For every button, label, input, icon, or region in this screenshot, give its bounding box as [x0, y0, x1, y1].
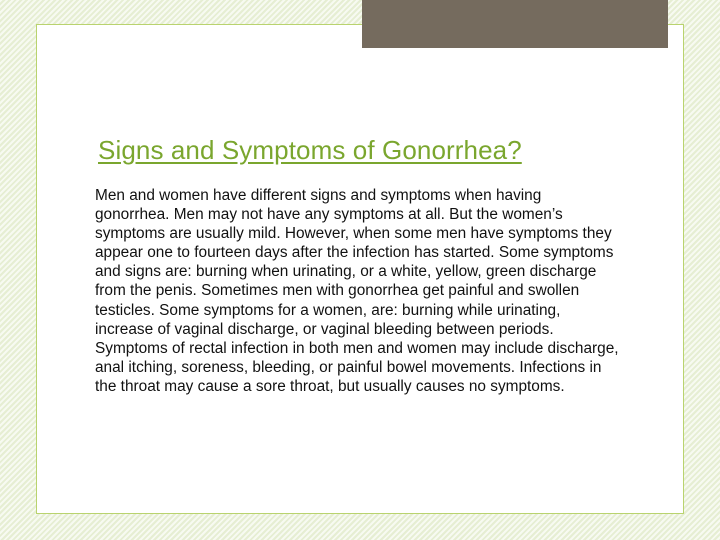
slide-body-text: Men and women have different signs and symptoms when having gonorrhea. Men may not have any symptoms at all. But the women’s symptoms are usually mild. However, when some men have symptoms they appear one to fourteen days after the infection has started. Some symptoms and signs are: burning when urinating, or a white, yellow, green discharge from the penis. Sometimes men with gonorrhea get painful and swollen testicles. Some symptoms for a women, are: burning while urinating, increase of vaginal discharge, or vaginal bleeding between periods. Symptoms of rectal infection in both men and women may include discharge, anal itching, soreness, bleeding, or painful bowel movements. Infections in the throat may cause a sore throat, but usually causes no symptoms. — [95, 187, 619, 395]
slide-title: Signs and Symptoms of Gonorrhea? — [98, 135, 522, 165]
header-accent-bar — [362, 0, 668, 48]
